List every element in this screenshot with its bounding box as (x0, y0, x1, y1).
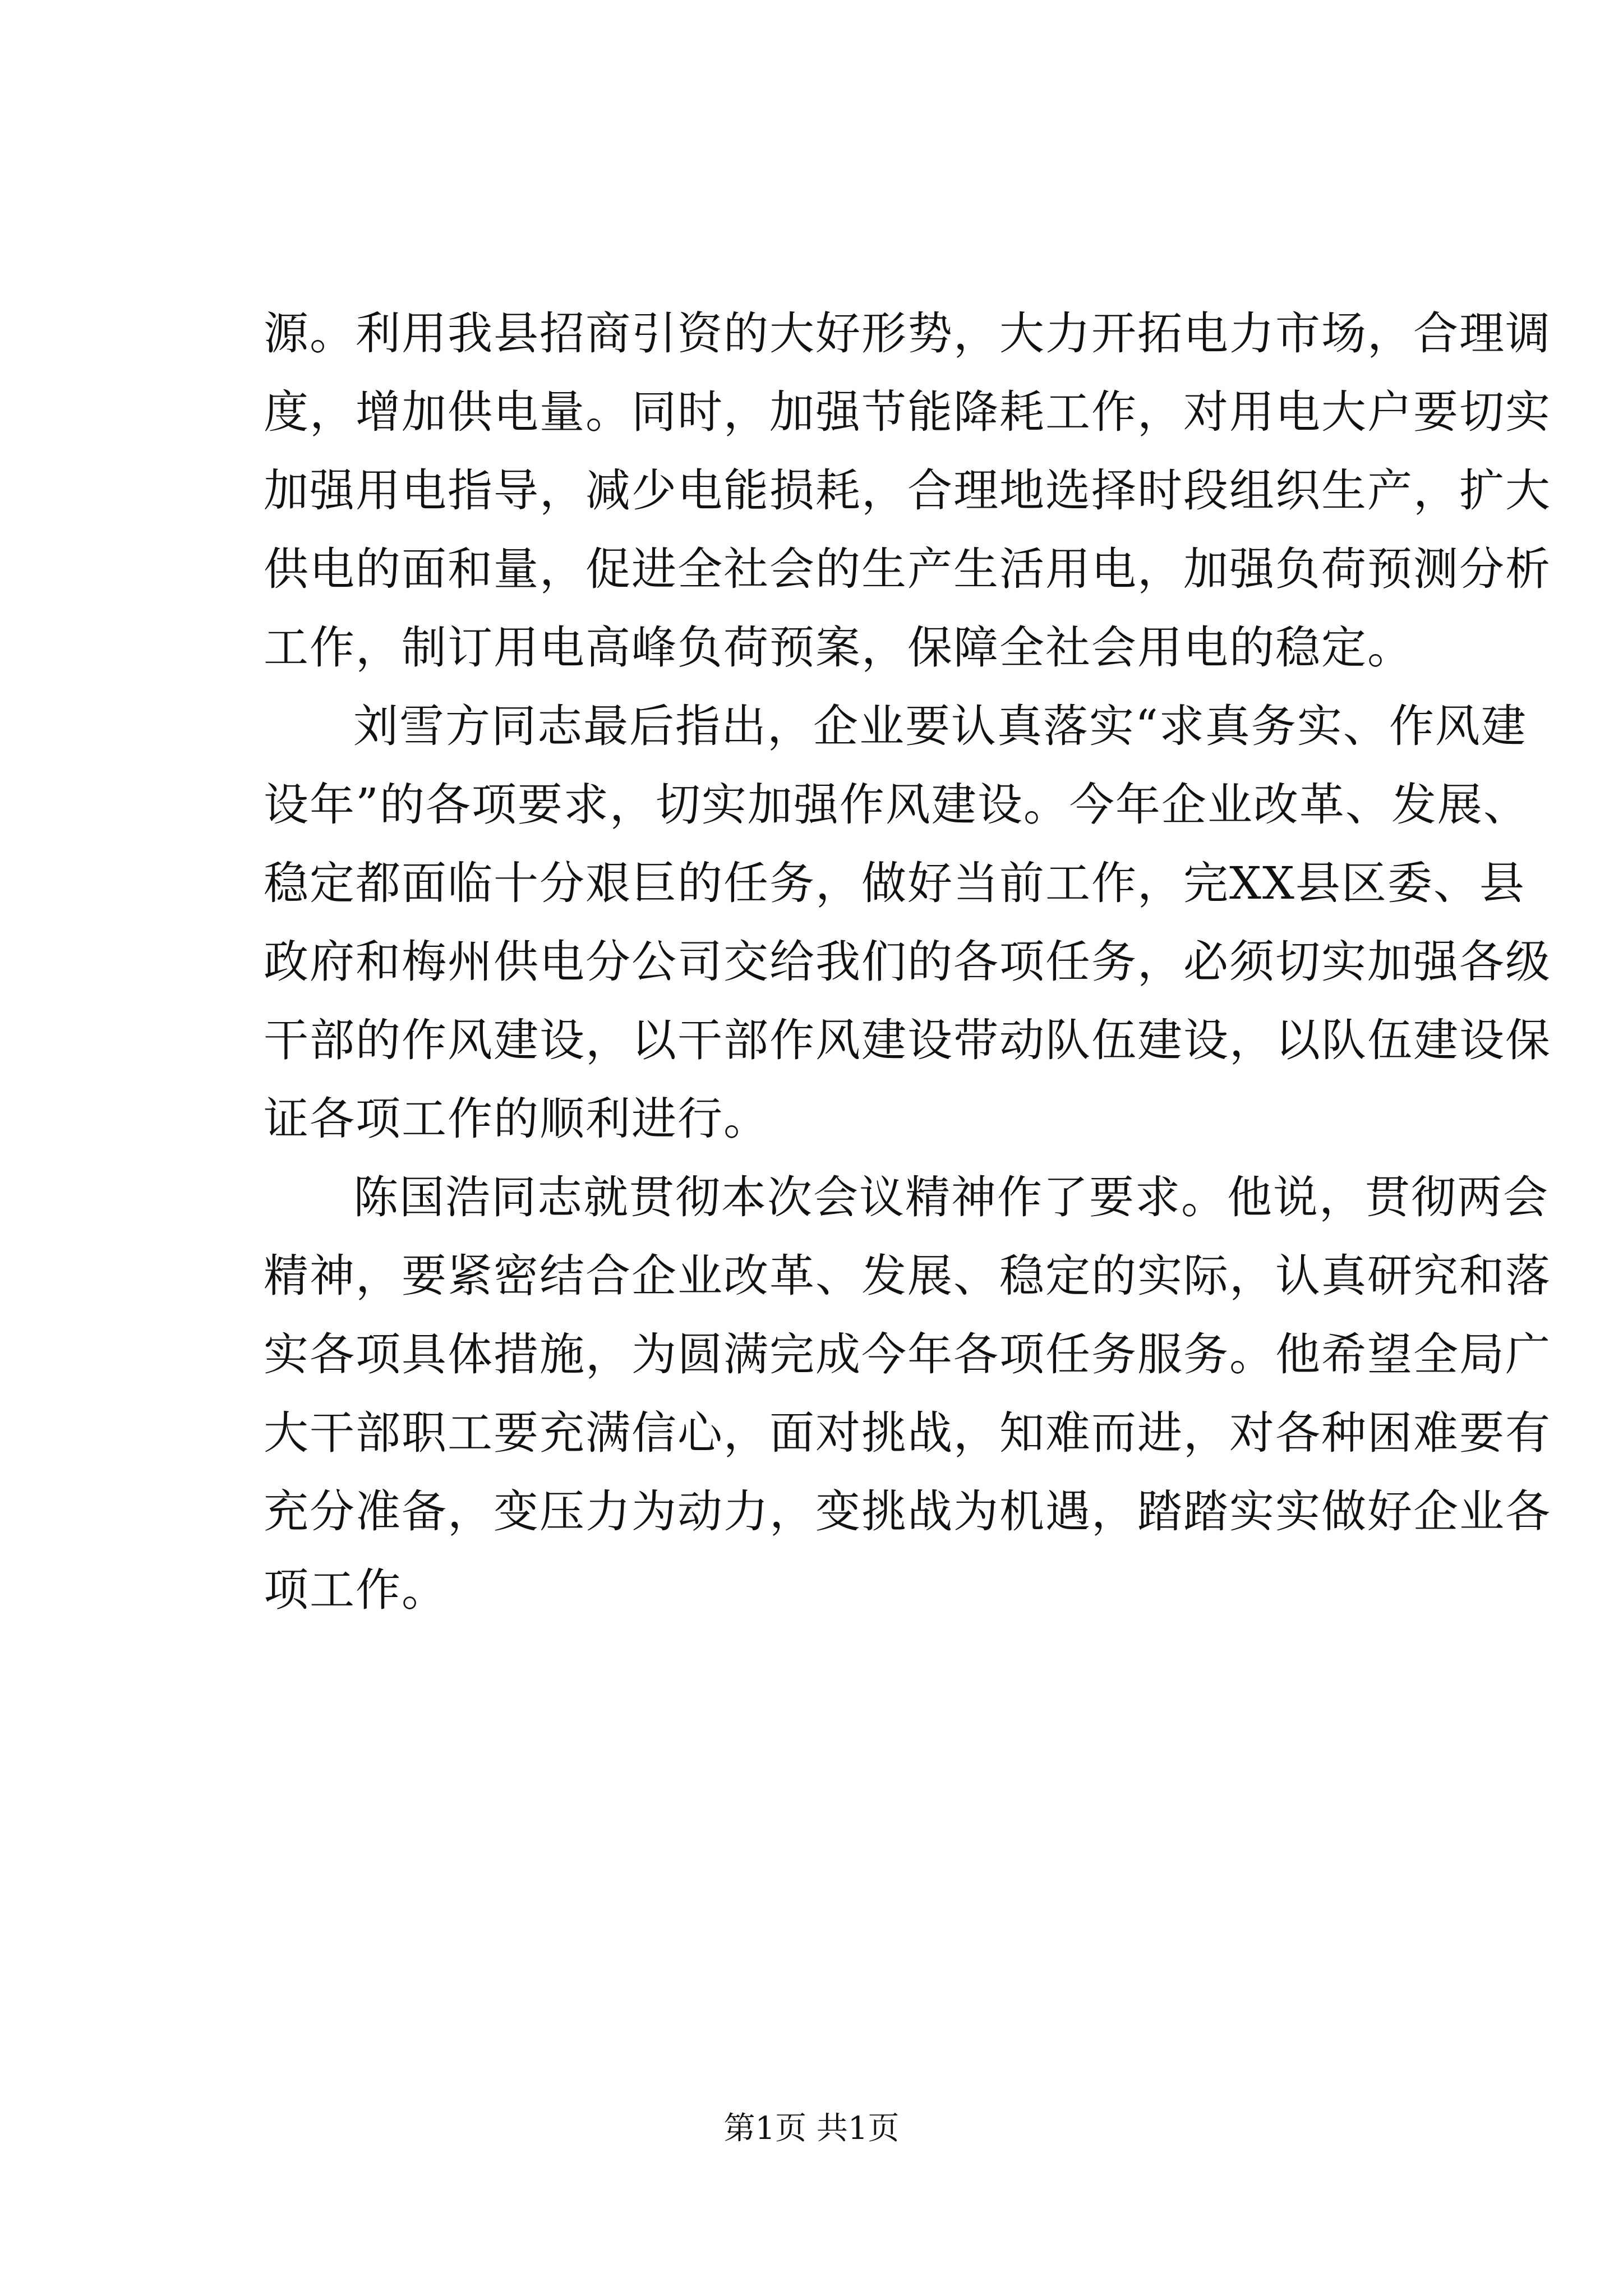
paragraph-line: 度，增加供电量。同时，加强节能降耗工作，对用电大户要切实 (264, 386, 1551, 438)
paragraph-2 (264, 687, 1551, 1158)
document-body (264, 295, 1551, 1630)
paragraph-line: 充分准备，变压力为动力，变挑战为机遇，踏踏实实做好企业各 (264, 1485, 1551, 1538)
paragraph-line: 陈国浩同志就贯彻本次会议精神作了要求。他说，贯彻两会 (353, 1171, 1549, 1223)
paragraph-3 (264, 1158, 1551, 1630)
paragraph-line: 供电的面和量，促进全社会的生产生活用电，加强负荷预测分析 (264, 543, 1551, 595)
paragraph-line: 加强用电指导，减少电能损耗，合理地选择时段组织生产，扩大 (264, 464, 1551, 517)
paragraph-line: 干部的作风建设，以干部作风建设带动队伍建设，以队伍建设保 (264, 1014, 1551, 1066)
paragraph-line: 精神，要紧密结合企业改革、发展、稳定的实际，认真研究和落 (264, 1250, 1551, 1302)
paragraph-line: 工作，制订用电高峰负荷预案，保障全社会用电的稳定。 (264, 622, 1413, 674)
paragraph-line: 设年”的各项要求，切实加强作风建设。今年企业改革、发展、 (264, 779, 1529, 831)
paragraph-line: 大干部职工要充满信心，面对挑战，知难而进，对各种困难要有 (264, 1407, 1551, 1459)
paragraph-line: 证各项工作的顺利进行。 (264, 1093, 769, 1145)
paragraph-line: 刘雪方同志最后指出，企业要认真落实“求真务实、作风建 (353, 700, 1527, 752)
paragraph-line: 源。利用我县招商引资的大好形势，大力开拓电力市场，合理调 (264, 307, 1551, 360)
paragraph-line: 项工作。 (264, 1564, 448, 1616)
paragraph-line: 实各项具体措施，为圆满完成今年各项任务服务。他希望全局广 (264, 1328, 1551, 1381)
page-footer (0, 2109, 1623, 2148)
page-number: 第1页 共1页 (723, 2110, 900, 2147)
paragraph-line: 稳定都面临十分艰巨的任务，做好当前工作，完XX县区委、县 (264, 857, 1525, 909)
paragraph-1 (264, 295, 1551, 687)
paragraph-line: 政府和梅州供电分公司交给我们的各项任务，必须切实加强各级 (264, 936, 1551, 988)
